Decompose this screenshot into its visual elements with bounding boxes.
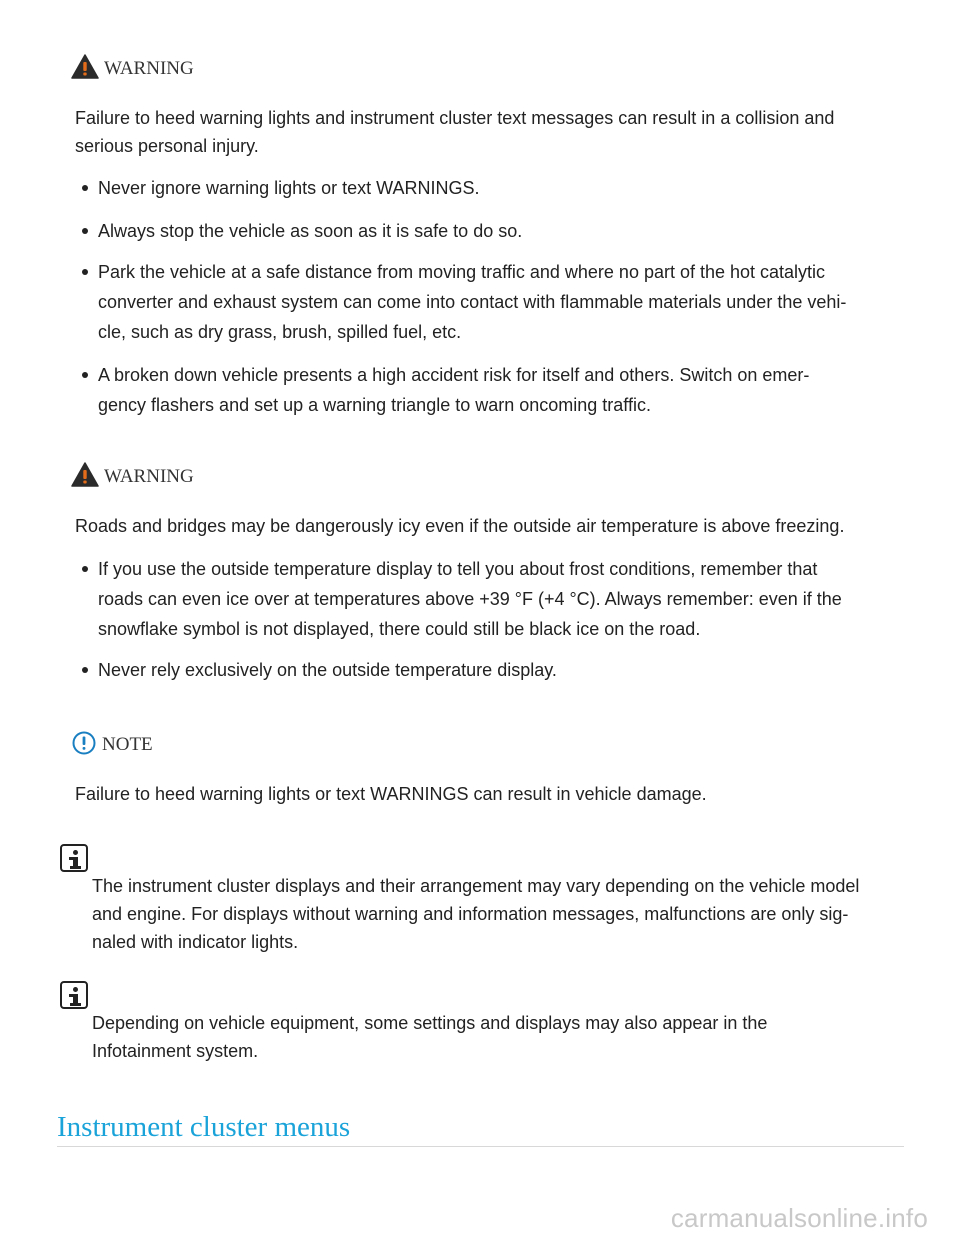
list-item: Park the vehicle at a safe distance from moving traffic and where no part of the hot catalytic converter and exhaust system can come into contact with flammable materials under the vehi- cle, such as dry grass, brush, spilled fuel, etc. [98, 262, 847, 342]
warning-triangle-icon [71, 462, 99, 487]
warning-intro: Roads and bridges may be dangerously icy even if the outside air temperature is above freezing. [75, 516, 845, 536]
note-text: Failure to heed warning lights or text WARNINGS can result in vehicle damage. [75, 784, 707, 804]
info-icon [60, 844, 88, 872]
list-item: If you use the outside temperature display to tell you about frost conditions, remember that roads can even ice over at temperatures above +39 °F (+4 °C). Always remember: even if the snowflake symbol is not displayed, there could still be black ice on the road. [98, 559, 842, 639]
info-icon [60, 981, 88, 1009]
warning-heading: WARNING [104, 466, 194, 487]
warning-heading: WARNING [104, 58, 194, 79]
info-text: Depending on vehicle equipment, some settings and displays may also appear in the Infotainment system. [92, 1013, 768, 1061]
section-divider [57, 1146, 904, 1147]
list-item: Always stop the vehicle as soon as it is safe to do so. [98, 221, 523, 241]
list-item: Never rely exclusively on the outside temperature display. [98, 660, 557, 680]
list-item: A broken down vehicle presents a high accident risk for itself and others. Switch on emer- gency flashers and set up a warning triangle to warn oncoming traffic. [98, 365, 810, 415]
note-heading: NOTE [102, 734, 153, 755]
exclamation-circle-icon [72, 731, 96, 755]
watermark: carmanualsonline.info [670, 1203, 928, 1233]
list-item: Never ignore warning lights or text WARNINGS. [98, 178, 480, 198]
section-title: Instrument cluster menus [57, 1111, 351, 1143]
warning-triangle-icon [71, 54, 99, 79]
warning-intro: Failure to heed warning lights and instrument cluster text messages can result in a collision and serious personal injury. [75, 108, 835, 156]
info-text: The instrument cluster displays and their arrangement may vary depending on the vehicle model and engine. For displays without warning and information messages, malfunctions are only sig- naled with indicator lights. [92, 876, 860, 952]
